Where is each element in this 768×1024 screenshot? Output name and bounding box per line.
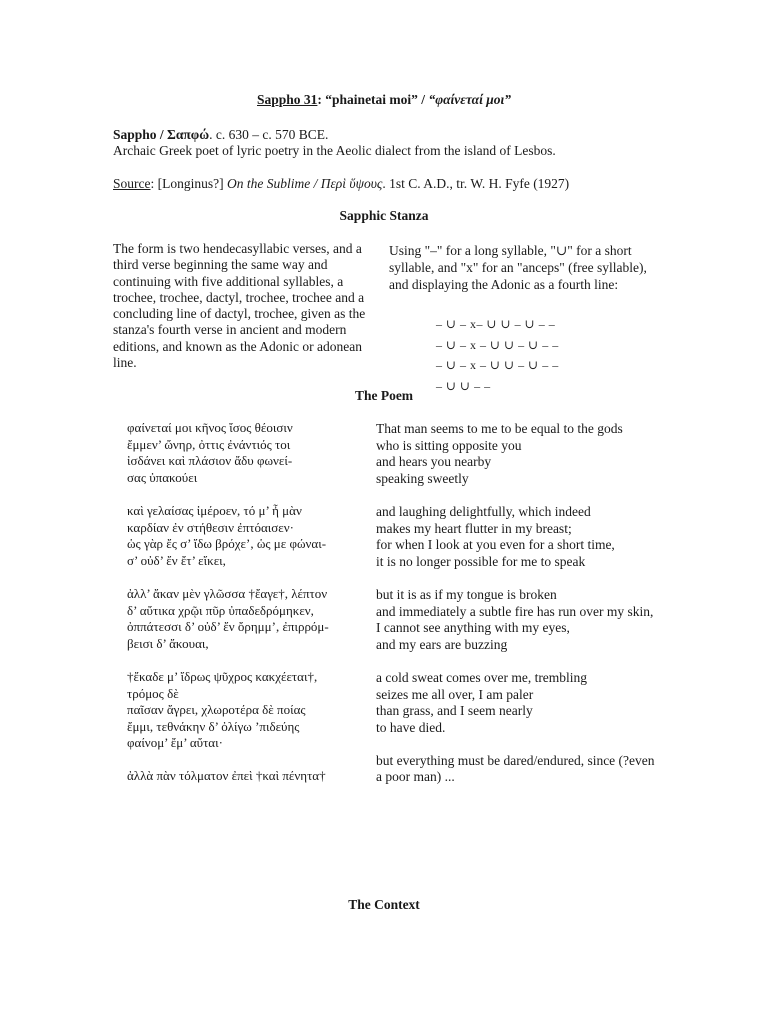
english-line: for when I look at you even for a short time, [376,537,615,553]
poem-heading: The Poem [354,388,414,403]
source-post: . 1st C. A.D., tr. W. H. Fyfe (1927) [382,176,570,191]
english-line: seizes me all over, I am paler [376,686,534,702]
english-line: a cold sweat comes over me, trembling [376,669,588,685]
english-line: and hears you nearby [376,454,492,470]
english-line: but it is as if my tongue is broken [376,586,557,602]
greek-line: ἰσδάνει καὶ πλάσιον ἄδυ φωνεί- [127,453,293,469]
greek-line: σας ὐπακούει [127,469,198,485]
english-line: to have died. [376,719,446,735]
greek-line: καὶ γελαίσας ἰμέροεν, τό μ’ ἦ μὰν [127,502,302,518]
english-line: and laughing delightfully, which indeed [376,503,591,519]
title-greek: “φαίνεταί μοι” [428,92,511,107]
greek-line: σ’ οὐδ’ ἔν ἔτ’ εἴκει, [127,552,226,568]
page-title [0,92,768,108]
meter-scheme [436,314,559,396]
english-line: than grass, and I seem nearly [376,703,533,719]
meter-line: – ∪ ∪ – – [436,378,491,393]
greek-line: παῖσαν ἄγρει, χλωροτέρα δὲ ποίας [127,702,306,718]
english-line: makes my heart flutter in my breast; [376,520,572,536]
english-line: who is sitting opposite you [376,437,522,453]
greek-line: φαίνομ’ ἔμ’ αὔται· [127,735,223,751]
english-line: a poor man) ... [376,769,455,785]
context-heading: The Context [348,897,420,912]
source-work: On the Sublime / Περὶ ὕψους [227,176,383,191]
english-line: it is no longer possible for me to speak [376,553,586,569]
english-line: and immediately a subtle fire has run over my skin, [376,603,654,619]
poem-english-column [376,421,655,786]
greek-line: †ἔκαδε μ’ ἴδρως ψῦχρος κακχέεται†, [127,668,318,684]
english-line: but everything must be dared/endured, since (?even [376,752,655,768]
source-pre: : [Longinus?] [150,176,227,191]
author-name: Sappho / Σαπφώ [113,127,210,142]
sapphic-description: The form is two hendecasyllabic verses, and a third verse beginning the same way and continuing with five additional syllables, a trochee, trochee, dactyl, trochee, trochee and a concluding line of dactyl, trochee, given as the stanza's fourth verse in ancient and modern editions, and known as the Adonic or adonean line. [113,241,366,371]
meter-line: – ∪ – x – ∪ ∪ – ∪ – – [436,358,559,372]
source-line [113,176,569,192]
greek-line: ὀππάτεσσι δ’ οὐδ’ ἔν ὄρημμ’, ἐπιρρόμ- [127,619,329,635]
greek-line: ἔμμεν’ ὤνηρ, ὀττις ἐνάντιός τοι [127,436,291,452]
greek-line: ὡς γὰρ ἔς σ’ ἴδω βρόχε’, ὡς με φώναι- [127,536,327,552]
greek-line: ἀλλ’ ἄκαν μὲν γλῶσσα †ἔαγε†, λέπτον [127,585,328,601]
greek-line: τρόμος δὲ [127,685,179,701]
greek-line: καρδίαν ἐν στήθεσιν ἐπτόαισεν· [127,519,294,535]
greek-line: ἔμμι, τεθνάκην δ’ ὀλίγω ’πιδεύης [127,718,300,734]
english-line: speaking sweetly [376,470,469,486]
source-label: Source [113,176,151,191]
author-dates: . c. 630 – c. 570 BCE. [209,127,329,142]
meter-line: – ∪ – x – ∪ ∪ – ∪ – – [436,337,559,352]
english-line: That man seems to me to be equal to the gods [376,421,623,436]
poem-greek-column [127,420,329,785]
author-line [113,127,328,143]
title-poem-name: Sappho 31 [257,92,318,107]
english-line: and my ears are buzzing [376,636,508,652]
english-line: I cannot see anything with my eyes, [376,620,570,636]
title-translit: : “phainetai moi” / [317,92,429,107]
greek-line: ἀλλὰ πὰν τόλματον ἐπεὶ †καὶ πένητα† [127,768,326,784]
greek-line: βεισι δ’ ἄκουαι, [127,635,209,651]
greek-line: δ’ αὔτικα χρῷι πῦρ ὐπαδεδρόμηκεν, [127,602,314,618]
author-description: Archaic Greek poet of lyric poetry in the Aeolic dialect from the island of Lesbos. [113,143,556,158]
greek-line: φαίνεταί μοι κῆνος ἴσος θέοισιν [127,420,293,435]
sapphic-notation-intro: Using "–" for a long syllable, "∪" for a short syllable, and "x" for an "anceps" (free syllable), and displaying the Adonic as a fourth line: [389,243,647,292]
sapphic-heading: Sapphic Stanza [339,208,429,223]
meter-line: – ∪ – x– ∪ ∪ – ∪ – – [436,317,556,331]
